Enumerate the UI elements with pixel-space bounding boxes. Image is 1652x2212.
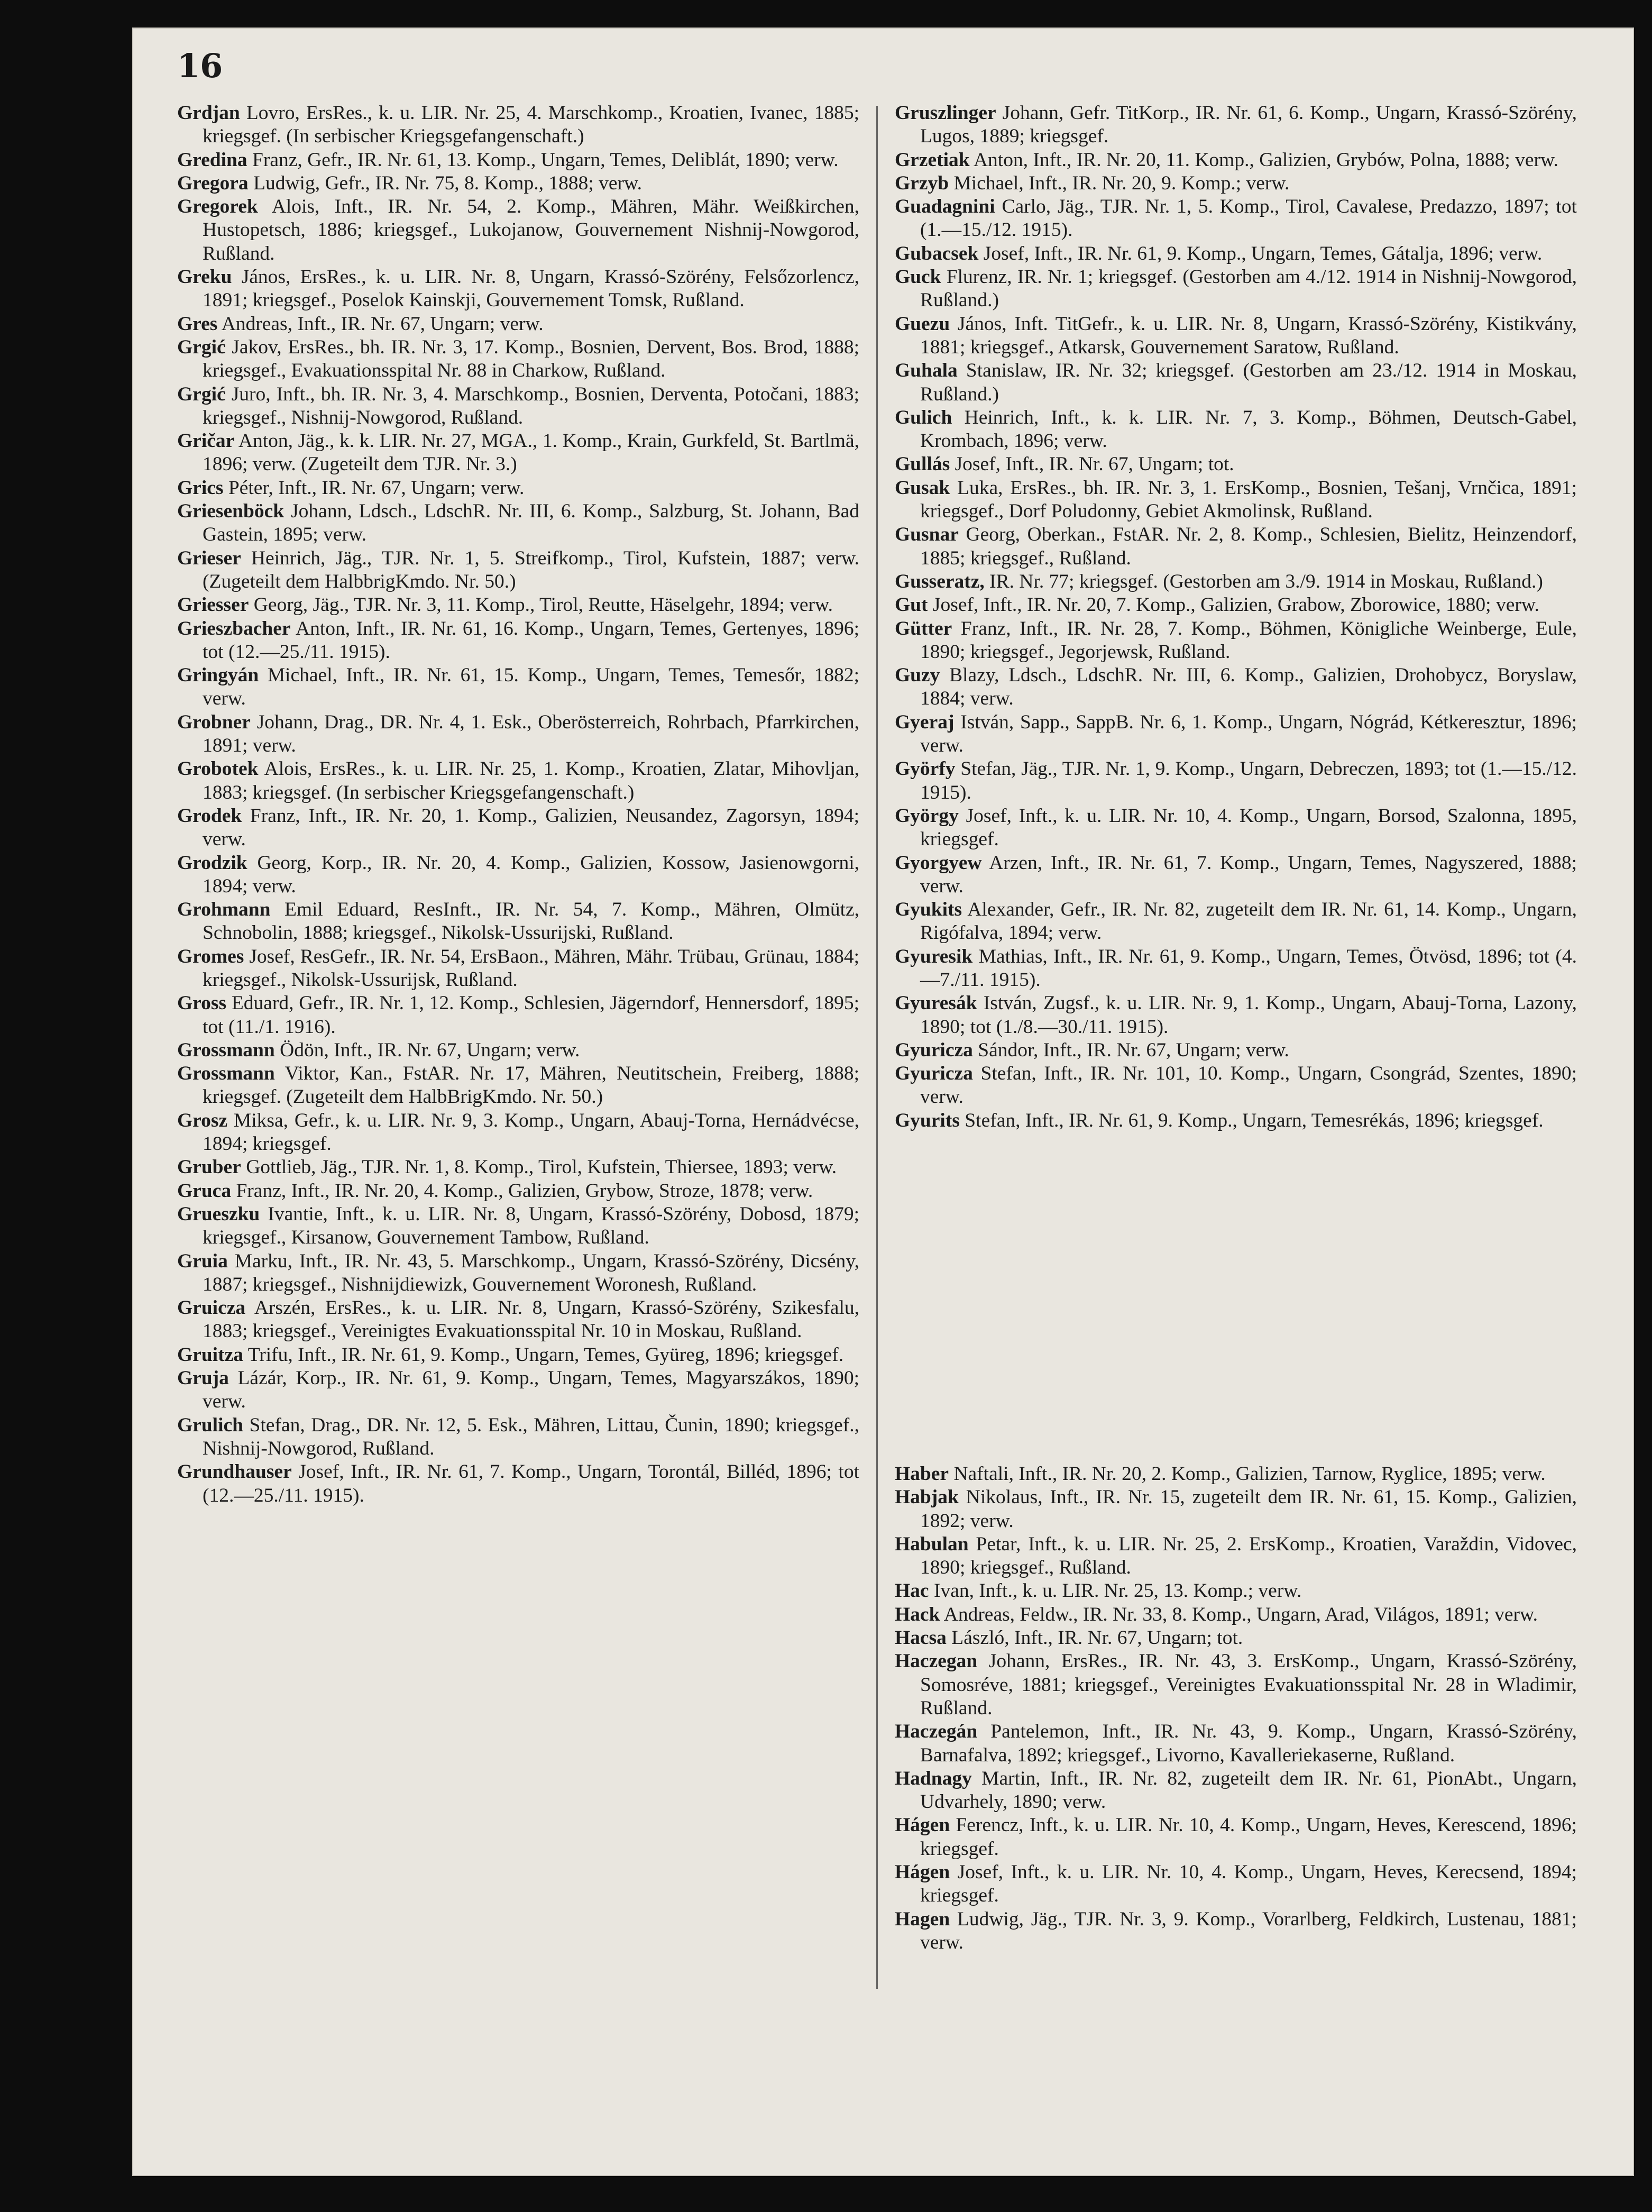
entry-details: Carlo, Jäg., TJR. Nr. 1, 5. Komp., Tirol, Cavalese, Predazzo, 1897; tot (1.—15./12. 1915). xyxy=(920,196,1577,241)
entry-details: Michael, Inft., IR. Nr. 20, 9. Komp.; verw. xyxy=(953,172,1290,194)
entry-surname: Hágen xyxy=(895,1814,950,1836)
entry-details: Alois, ErsRes., k. u. LIR. Nr. 25, 1. Komp., Kroatien, Zlatar, Mihovljan, 1883; kriegsgef. (In serbischer Kriegsgefangenschaft.) xyxy=(203,758,859,803)
entry-details: Stefan, Inft., IR. Nr. 101, 10. Komp., Ungarn, Csongrád, Szentes, 1890; verw. xyxy=(920,1063,1577,1108)
entry-details: Johann, Gefr. TitKorp., IR. Nr. 61, 6. Komp., Ungarn, Krassó-Szörény, Lugos, 1889; kriegsgef. xyxy=(920,102,1577,148)
entry-surname: Gruszlinger xyxy=(895,102,996,124)
entry-details: Stefan, Inft., IR. Nr. 61, 9. Komp., Ungarn, Temesrékás, 1896; kriegsgef. xyxy=(965,1109,1544,1131)
entry-surname: Gubacsek xyxy=(895,242,979,264)
register-entry xyxy=(895,1767,1577,1814)
register-entry xyxy=(177,593,859,617)
register-entry xyxy=(177,1343,859,1367)
entry-details: Georg, Jäg., TJR. Nr. 3, 11. Komp., Tirol, Reutte, Häselgehr, 1894; verw. xyxy=(253,594,833,616)
entry-details: Andreas, Inft., IR. Nr. 67, Ungarn; verw. xyxy=(221,313,544,335)
entry-details: Josef, ResGefr., IR. Nr. 54, ErsBaon., Mähren, Mähr. Trübau, Grünau, 1884; kriegsgef., Nikolsk-Ussurijsk, Rußland. xyxy=(203,945,860,991)
entry-surname: Gregora xyxy=(177,172,249,194)
register-entry xyxy=(177,992,859,1039)
entry-details: Franz, Inft., IR. Nr. 28, 7. Komp., Böhmen, Königliche Weinberge, Eule, 1890; kriegsgef., Jegorjewsk, Rußland. xyxy=(920,617,1577,663)
register-entry xyxy=(177,1039,859,1062)
register-entry xyxy=(895,664,1577,711)
register-entry xyxy=(177,172,859,195)
entry-surname: Guadagnini xyxy=(895,196,995,218)
entry-surname: Gulich xyxy=(895,406,952,428)
entry-surname: Gyuresák xyxy=(895,992,977,1014)
entry-details: Heinrich, Inft., k. k. LIR. Nr. 7, 3. Komp., Böhmen, Deutsch-Gabel, Krombach, 1896; verw. xyxy=(920,406,1577,452)
entry-surname: Gyuricza xyxy=(895,1039,973,1061)
entry-details: Péter, Inft., IR. Nr. 67, Ungarn; verw. xyxy=(228,477,525,499)
entry-surname: Griesenböck xyxy=(177,500,284,523)
entry-surname: Haczegán xyxy=(895,1721,978,1743)
register-entry xyxy=(895,1463,1577,1486)
entry-surname: Gričar xyxy=(177,430,235,452)
register-entry xyxy=(177,429,859,477)
register-entry xyxy=(895,406,1577,453)
entry-surname: Gruca xyxy=(177,1180,232,1202)
entry-details: Anton, Inft., IR. Nr. 61, 16. Komp., Ungarn, Temes, Gertenyes, 1896; tot (12.—25./11. 1915). xyxy=(203,617,859,663)
register-entry xyxy=(895,757,1577,805)
entry-details: Blazy, Ldsch., LdschR. Nr. III, 6. Komp., Galizien, Drohobycz, Boryslaw, 1884; verw. xyxy=(920,664,1577,710)
entry-details: Miksa, Gefr., k. u. LIR. Nr. 9, 3. Komp., Ungarn, Abauj-Torna, Hernádvécse, 1894; kriegsgef. xyxy=(203,1109,859,1155)
entry-details: László, Inft., IR. Nr. 67, Ungarn; tot. xyxy=(951,1627,1243,1649)
register-entry xyxy=(895,102,1577,149)
entry-surname: Gruia xyxy=(177,1250,228,1272)
register-entry xyxy=(177,336,859,383)
register-entry xyxy=(177,1062,859,1109)
entry-surname: Habjak xyxy=(895,1486,959,1509)
entry-details: Alois, Inft., IR. Nr. 54, 2. Komp., Mähren, Mähr. Weißkirchen, Hustopetsch, 1886; kriegsgef., Lukojanow, Gouvernement Nishnij-Nowgorod, Rußland. xyxy=(203,196,859,264)
entry-details: Anton, Inft., IR. Nr. 20, 11. Komp., Galizien, Grybów, Polna, 1888; verw. xyxy=(973,149,1559,171)
entry-surname: Hagen xyxy=(895,1908,950,1930)
entry-details: Viktor, Kan., FstAR. Nr. 17, Mähren, Neutitschein, Freiberg, 1888; kriegsgef. (Zugeteilt dem HalbBrigKmdo. Nr. 50.) xyxy=(203,1063,859,1108)
entry-surname: Gusnar xyxy=(895,524,959,546)
register-entry xyxy=(177,500,859,547)
entry-details: Martin, Inft., IR. Nr. 82, zugeteilt dem IR. Nr. 61, PionAbt., Ungarn, Udvarhely, 1890; verw. xyxy=(920,1767,1577,1813)
register-entry xyxy=(177,1250,859,1297)
entry-surname: Griesser xyxy=(177,594,249,616)
entry-surname: Grgić xyxy=(177,383,226,405)
register-entry xyxy=(177,1180,859,1203)
entry-details: Stefan, Jäg., TJR. Nr. 1, 9. Komp., Ungarn, Debreczen, 1893; tot (1.—15./12. 1915). xyxy=(920,758,1577,803)
register-entry xyxy=(895,1814,1577,1861)
entry-surname: Grobotek xyxy=(177,758,259,780)
entry-surname: Grieser xyxy=(177,547,241,569)
entry-details: Georg, Oberkan., FstAR. Nr. 2, 8. Komp., Schlesien, Bielitz, Heinzendorf, 1885; kriegsgef., Rußland. xyxy=(920,524,1577,569)
register-entry xyxy=(177,547,859,594)
entry-surname: Grodzik xyxy=(177,852,247,874)
entry-surname: György xyxy=(895,805,959,827)
register-entry xyxy=(895,1486,1577,1533)
entry-details: Eduard, Gefr., IR. Nr. 1, 12. Komp., Schlesien, Jägerndorf, Hennersdorf, 1895; tot (11./1. 1916). xyxy=(203,992,859,1038)
register-entry xyxy=(177,266,859,313)
entry-details: Pantelemon, Inft., IR. Nr. 43, 9. Komp., Ungarn, Krassó-Szörény, Barnafalva, 1892; kriegsgef., Livorno, Kavalleriekaserne, Rußland. xyxy=(920,1721,1577,1766)
entry-details: Lázár, Korp., IR. Nr. 61, 9. Komp., Ungarn, Temes, Magyarszákos, 1890; verw. xyxy=(203,1367,859,1413)
entry-surname: Gut xyxy=(895,594,928,616)
register-entry xyxy=(895,453,1577,476)
register-entry xyxy=(177,102,859,149)
entry-surname: Gyuricza xyxy=(895,1063,973,1085)
register-entry xyxy=(895,1579,1577,1603)
register-entry xyxy=(177,664,859,711)
register-entry xyxy=(177,1460,859,1507)
register-entry xyxy=(895,266,1577,313)
entry-details: Luka, ErsRes., bh. IR. Nr. 3, 1. ErsKomp., Bosnien, Tešanj, Vrnčica, 1891; kriegsgef., Dorf Poludonny, Gebiet Akmolinsk, Rußland. xyxy=(920,477,1577,523)
register-entry xyxy=(177,1203,859,1250)
entry-surname: Gruicza xyxy=(177,1297,246,1319)
entry-surname: Grosz xyxy=(177,1109,228,1131)
entry-details: Ivantie, Inft., k. u. LIR. Nr. 8, Ungarn, Krassó-Szörény, Dobosd, 1879; kriegsgef., Kirsanow, Gouvernement Tambow, Rußland. xyxy=(203,1203,859,1249)
register-entry xyxy=(895,242,1577,266)
entry-surname: Guck xyxy=(895,266,941,288)
register-entry xyxy=(895,1603,1577,1626)
entry-surname: Hacsa xyxy=(895,1627,947,1649)
entry-surname: Grgić xyxy=(177,336,226,358)
entry-details: Trifu, Inft., IR. Nr. 61, 9. Komp., Ungarn, Temes, Gyüreg, 1896; kriegsgef. xyxy=(247,1343,844,1366)
entry-details: Gottlieb, Jäg., TJR. Nr. 1, 8. Komp., Tirol, Kufstein, Thiersee, 1893; verw. xyxy=(246,1156,837,1178)
entry-details: István, Sapp., SappB. Nr. 6, 1. Komp., Ungarn, Nógrád, Kétkeresztur, 1896; verw. xyxy=(920,711,1577,757)
register-entry xyxy=(895,1861,1577,1908)
entry-surname: Gredina xyxy=(177,149,247,171)
register-entry xyxy=(895,945,1577,992)
entry-surname: Gusak xyxy=(895,477,950,499)
entry-details: Johann, Drag., DR. Nr. 4, 1. Esk., Oberösterreich, Rohrbach, Pfarrkirchen, 1891; verw. xyxy=(203,711,860,757)
register-entry xyxy=(177,195,859,266)
register-entry xyxy=(895,1109,1577,1132)
register-entry xyxy=(895,1533,1577,1580)
entry-surname: Grulich xyxy=(177,1414,244,1436)
entry-details: Heinrich, Jäg., TJR. Nr. 1, 5. Streifkomp., Tirol, Kufstein, 1887; verw. (Zugeteilt dem HalbbrigKmdo. Nr. 50.) xyxy=(203,547,860,592)
entry-surname: Gruitza xyxy=(177,1343,243,1366)
entry-surname: Grics xyxy=(177,477,224,499)
entry-surname: Grzetiak xyxy=(895,149,970,171)
entry-details: Ferencz, Inft., k. u. LIR. Nr. 10, 4. Komp., Ungarn, Heves, Kerescend, 1896; kriegsgef. xyxy=(920,1814,1577,1860)
register-entry xyxy=(895,1626,1577,1650)
entry-surname: Hadnagy xyxy=(895,1767,972,1789)
entry-surname: Gyuresik xyxy=(895,945,973,967)
register-entry xyxy=(177,313,859,336)
register-entry xyxy=(177,852,859,899)
entry-surname: Gringyán xyxy=(177,664,259,687)
entry-details: Sándor, Inft., IR. Nr. 67, Ungarn; verw. xyxy=(978,1039,1289,1061)
entry-details: Arzen, Inft., IR. Nr. 61, 7. Komp., Ungarn, Temes, Nagyszered, 1888; verw. xyxy=(920,852,1577,897)
register-entry xyxy=(895,313,1577,360)
entry-surname: Haber xyxy=(895,1463,949,1485)
entry-surname: Grossmann xyxy=(177,1039,275,1061)
entry-surname: Gruber xyxy=(177,1156,241,1178)
entry-details: Josef, Inft., IR. Nr. 61, 7. Komp., Ungarn, Torontál, Billéd, 1896; tot (12.—25./11. 1915). xyxy=(203,1461,859,1506)
register-entry xyxy=(177,805,859,852)
entry-details: Johann, ErsRes., IR. Nr. 43, 3. ErsKomp., Ungarn, Krassó-Szörény, Somosréve, 1881; kriegsgef., Vereinigtes Evakuationsspital Nr. 28 in Wladimir, Rußland. xyxy=(920,1650,1577,1719)
entry-details: Stanislaw, IR. Nr. 32; kriegsgef. (Gestorben am 23./12. 1914 in Moskau, Rußland.) xyxy=(920,360,1577,405)
register-entry xyxy=(177,898,859,945)
register-entry xyxy=(177,1367,859,1414)
register-entry xyxy=(895,477,1577,524)
entry-details: Ludwig, Jäg., TJR. Nr. 3, 9. Komp., Vorarlberg, Feldkirch, Lustenau, 1881; verw. xyxy=(920,1908,1577,1953)
entry-surname: Grobner xyxy=(177,711,251,733)
register-entry xyxy=(895,172,1577,195)
entry-details: Anton, Jäg., k. k. LIR. Nr. 27, MGA., 1. Komp., Krain, Gurkfeld, St. Bartlmä, 1896; verw. (Zugeteilt dem TJR. Nr. 3.) xyxy=(203,430,859,476)
entry-details: Michael, Inft., IR. Nr. 61, 15. Komp., Ungarn, Temes, Temesőr, 1882; verw. xyxy=(203,664,860,710)
entry-details: Lovro, ErsRes., k. u. LIR. Nr. 25, 4. Marschkomp., Kroatien, Ivanec, 1885; kriegsgef. (In serbischer Kriegsgefangenschaft.) xyxy=(203,102,859,148)
entry-surname: Gütter xyxy=(895,617,952,639)
entry-details: Georg, Korp., IR. Nr. 20, 4. Komp., Galizien, Kossow, Jasienowgorni, 1894; verw. xyxy=(203,852,859,897)
register-entry xyxy=(895,523,1577,570)
entry-details: Ludwig, Gefr., IR. Nr. 75, 8. Komp., 1888; verw. xyxy=(253,172,643,194)
entry-surname: Gyorgyew xyxy=(895,852,982,874)
register-entry xyxy=(177,1414,859,1461)
entry-surname: Guhala xyxy=(895,360,958,382)
register-entry xyxy=(895,149,1577,172)
register-entry xyxy=(177,711,859,758)
entry-surname: Gyeraj xyxy=(895,711,955,733)
register-entry xyxy=(177,945,859,992)
register-entry xyxy=(895,1062,1577,1109)
entry-surname: Gyukits xyxy=(895,899,962,921)
entry-details: Stefan, Drag., DR. Nr. 12, 5. Esk., Mähren, Littau, Čunin, 1890; kriegsgef., Nishnij-Nowgorod, Rußland. xyxy=(203,1414,859,1459)
right-column xyxy=(895,102,1577,1132)
register-entry xyxy=(895,898,1577,945)
register-entry xyxy=(895,1720,1577,1767)
register-entry xyxy=(895,359,1577,406)
entry-details: János, Inft. TitGefr., k. u. LIR. Nr. 8, Ungarn, Krassó-Szörény, Kistikvány, 1881; kriegsgef., Atkarsk, Gouvernement Saratow, Rußland. xyxy=(920,313,1577,358)
register-entry xyxy=(895,570,1577,593)
entry-surname: Grueszku xyxy=(177,1203,260,1225)
register-entry xyxy=(895,992,1577,1039)
entry-surname: Hack xyxy=(895,1603,940,1625)
entry-details: Arszén, ErsRes., k. u. LIR. Nr. 8, Ungarn, Krassó-Szörény, Szikesfalu, 1883; kriegsgef., Vereinigtes Evakuationsspital Nr. 10 in Moskau, Rußland. xyxy=(203,1297,859,1342)
entry-details: Ivan, Inft., k. u. LIR. Nr. 25, 13. Komp.; verw. xyxy=(933,1580,1302,1602)
entry-details: Petar, Inft., k. u. LIR. Nr. 25, 2. ErsKomp., Kroatien, Varaždin, Vidovec, 1890; kriegsgef., Rußland. xyxy=(920,1533,1577,1579)
register-entry xyxy=(895,852,1577,899)
entry-details: Alexander, Gefr., IR. Nr. 82, zugeteilt dem IR. Nr. 61, 14. Komp., Ungarn, Rigófalva, 1894; verw. xyxy=(920,899,1577,944)
register-entry xyxy=(177,477,859,500)
entry-surname: Gruja xyxy=(177,1367,229,1390)
entry-surname: Gullás xyxy=(895,453,950,476)
entry-surname: Gusseratz, xyxy=(895,570,985,592)
entry-details: Franz, Inft., IR. Nr. 20, 4. Komp., Galizien, Grybow, Stroze, 1878; verw. xyxy=(236,1180,813,1202)
entry-details: Johann, Ldsch., LdschR. Nr. III, 6. Komp., Salzburg, St. Johann, Bad Gastein, 1895; verw. xyxy=(203,500,860,546)
register-entry xyxy=(895,1650,1577,1720)
entry-details: Franz, Gefr., IR. Nr. 61, 13. Komp., Ungarn, Temes, Deliblát, 1890; verw. xyxy=(252,149,839,171)
entry-surname: Grohmann xyxy=(177,899,271,921)
entry-surname: Gregorek xyxy=(177,196,258,218)
entry-surname: Grodek xyxy=(177,805,242,827)
entry-details: Josef, Inft., IR. Nr. 20, 7. Komp., Galizien, Grabow, Zborowice, 1880; verw. xyxy=(932,594,1539,616)
entry-details: János, ErsRes., k. u. LIR. Nr. 8, Ungarn, Krassó-Szörény, Felsőzorlencz, 1891; kriegsgef., Poselok Kainskji, Gouvernement Tomsk, Rußland. xyxy=(203,266,859,312)
entry-details: István, Zugsf., k. u. LIR. Nr. 9, 1. Komp., Ungarn, Abauj-Torna, Lazony, 1890; tot (1./8.—30./11. 1915). xyxy=(920,992,1577,1038)
right-column-h-section xyxy=(895,1463,1577,1954)
left-column xyxy=(177,102,859,1507)
entry-details: Josef, Inft., k. u. LIR. Nr. 10, 4. Komp., Ungarn, Borsod, Szalonna, 1895, kriegsgef. xyxy=(920,805,1577,851)
entry-surname: Györfy xyxy=(895,758,956,780)
entry-surname: Gres xyxy=(177,313,218,335)
column-divider xyxy=(876,106,878,1989)
entry-details: Flurenz, IR. Nr. 1; kriegsgef. (Gestorben am 4./12. 1914 in Nishnij-Nowgorod, Rußland.) xyxy=(920,266,1577,312)
entry-details: Ödön, Inft., IR. Nr. 67, Ungarn; verw. xyxy=(280,1039,580,1061)
entry-surname: Hágen xyxy=(895,1861,950,1884)
register-entry xyxy=(895,593,1577,617)
register-entry xyxy=(177,1109,859,1156)
register-entry xyxy=(895,711,1577,758)
entry-surname: Greku xyxy=(177,266,232,288)
entry-surname: Gross xyxy=(177,992,227,1014)
entry-details: Naftali, Inft., IR. Nr. 20, 2. Komp., Galizien, Tarnow, Ryglice, 1895; verw. xyxy=(953,1463,1546,1485)
entry-details: Nikolaus, Inft., IR. Nr. 15, zugeteilt dem IR. Nr. 61, 15. Komp., Galizien, 1892; verw. xyxy=(920,1486,1577,1532)
entry-details: Emil Eduard, ResInft., IR. Nr. 54, 7. Komp., Mähren, Olmütz, Schnobolin, 1888; kriegsgef., Nikolsk-Ussurijski, Rußland. xyxy=(203,899,860,944)
register-entry xyxy=(177,383,859,430)
entry-surname: Grossmann xyxy=(177,1063,275,1085)
register-entry xyxy=(177,149,859,172)
register-entry xyxy=(177,1156,859,1179)
entry-details: Juro, Inft., bh. IR. Nr. 3, 4. Marschkomp., Bosnien, Derventa, Potočani, 1883; kriegsgef., Nishnij-Nowgorod, Rußland. xyxy=(203,383,859,428)
entry-details: Josef, Inft., IR. Nr. 61, 9. Komp., Ungarn, Temes, Gátalja, 1896; verw. xyxy=(983,242,1543,264)
entry-details: Josef, Inft., k. u. LIR. Nr. 10, 4. Komp., Ungarn, Heves, Kerecsend, 1894; kriegsgef. xyxy=(920,1861,1577,1907)
register-entry xyxy=(177,617,859,664)
entry-details: Mathias, Inft., IR. Nr. 61, 9. Komp., Ungarn, Temes, Ötvösd, 1896; tot (4.—7./11. 1915). xyxy=(920,945,1577,991)
entry-details: Jakov, ErsRes., bh. IR. Nr. 3, 17. Komp., Bosnien, Dervent, Bos. Brod, 1888; kriegsgef., Evakuationsspital Nr. 88 in Charkow, Rußland. xyxy=(203,336,860,382)
register-entry xyxy=(177,757,859,805)
register-entry xyxy=(895,1039,1577,1062)
entry-details: Marku, Inft., IR. Nr. 43, 5. Marschkomp., Ungarn, Krassó-Szörény, Dicsény, 1887; kriegsgef., Nishnijdiewizk, Gouvernement Woronesh, Rußland. xyxy=(203,1250,860,1295)
entry-surname: Gromes xyxy=(177,945,244,967)
register-entry xyxy=(177,1296,859,1343)
register-entry xyxy=(895,1908,1577,1955)
entry-surname: Habulan xyxy=(895,1533,969,1555)
page-number: 16 xyxy=(177,47,223,85)
entry-surname: Guezu xyxy=(895,313,950,335)
entry-surname: Hac xyxy=(895,1580,929,1602)
entry-surname: Grzyb xyxy=(895,172,949,194)
entry-details: Josef, Inft., IR. Nr. 67, Ungarn; tot. xyxy=(955,453,1234,476)
register-entry xyxy=(895,805,1577,852)
entry-surname: Grdjan xyxy=(177,102,240,124)
register-entry xyxy=(895,195,1577,242)
entry-surname: Grundhauser xyxy=(177,1461,292,1483)
entry-details: IR. Nr. 77; kriegsgef. (Gestorben am 3./9. 1914 in Moskau, Rußland.) xyxy=(989,570,1543,592)
entry-surname: Grieszbacher xyxy=(177,617,291,639)
entry-details: Andreas, Feldw., IR. Nr. 33, 8. Komp., Ungarn, Arad, Világos, 1891; verw. xyxy=(943,1603,1538,1625)
entry-surname: Guzy xyxy=(895,664,940,687)
entry-surname: Gyurits xyxy=(895,1109,960,1131)
entry-details: Franz, Inft., IR. Nr. 20, 1. Komp., Galizien, Neusandez, Zagorsyn, 1894; verw. xyxy=(203,805,859,851)
register-entry xyxy=(895,617,1577,664)
entry-surname: Haczegan xyxy=(895,1650,978,1672)
